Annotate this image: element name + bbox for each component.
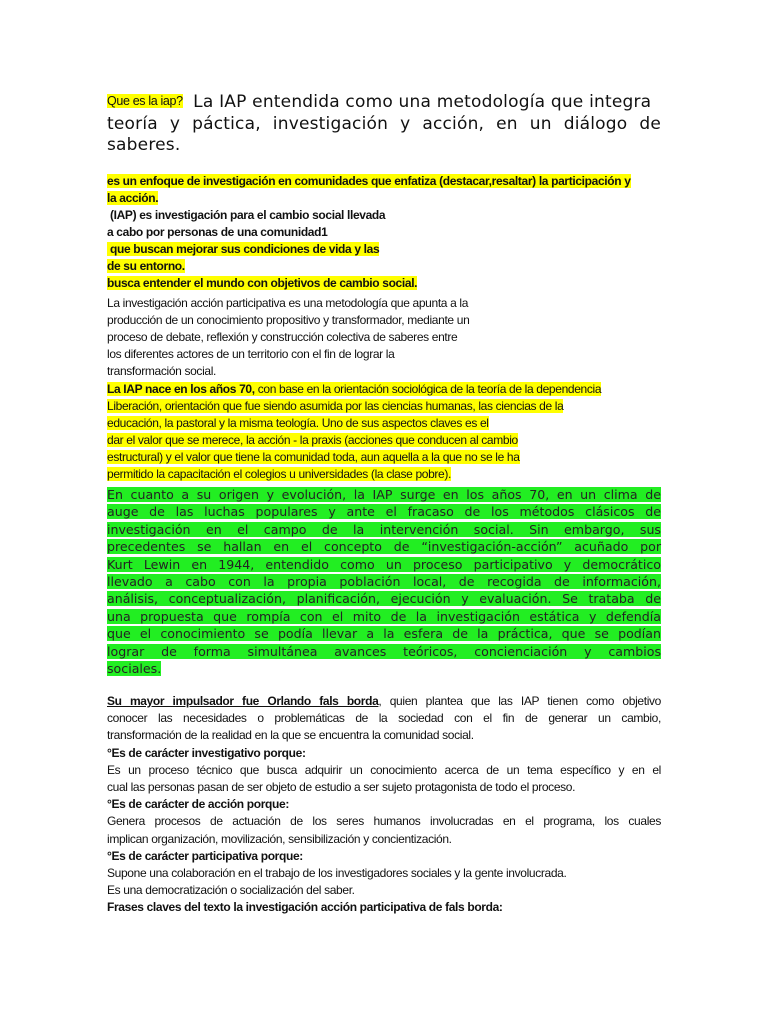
green-line-11: sociales. <box>107 661 162 677</box>
green-line-10: lograr de forma simultánea avances teóricos, concienciación y cambios <box>107 643 661 659</box>
yellow-paragraph-3 <box>107 381 601 483</box>
final-line-2: conocer las necesidades o problemáticas de la sociedad con el fin de generar un cambio, <box>107 711 661 726</box>
green-paragraph <box>107 486 661 677</box>
green-line-8: una propuesta que rompía con el mito de la investigación estática y defendía <box>107 608 661 624</box>
plain-paragraph-2 <box>107 295 469 380</box>
accion-line-2: implican organización, movilización, sensibilización y concientización. <box>107 831 452 846</box>
heading-line-3: saberes. <box>107 135 181 155</box>
yellow-paragraph-1 <box>107 173 631 207</box>
plain-1-line-2: a cabo por personas de una comunidad1 <box>107 225 328 239</box>
accion-line-1: Genera procesos de actuación de los seres humanos involucradas en el programa, los cuales <box>107 814 661 829</box>
heading-line-1 <box>107 92 661 113</box>
plain-2-line-2: producción de un conocimiento propositivo y transformador, mediante un <box>107 313 470 327</box>
question-label: Que es la iap? <box>107 94 183 108</box>
subheading-accion: °Es de carácter de acción porque: <box>107 797 289 812</box>
green-line-4: precedentes se hallan en el concepto de “investigación-acción” acuñado por <box>107 539 661 555</box>
final-line-1: , quien plantea que las IAP tienen como objetivo <box>378 694 661 708</box>
green-line-7: análisis, conceptualización, planificación, ejecución y evaluación. Se trataba de <box>107 591 661 607</box>
heading-text-1: La IAP entendida como una metodología que integra <box>193 92 652 112</box>
subheading-participativa: °Es de carácter participativa porque: <box>107 848 303 863</box>
yellow-2-line-3: busca entender el mundo con objetivos de cambio social. <box>107 276 418 290</box>
plain-2-line-4: los diferentes actores de un territorio con el fin de lograr la <box>107 347 395 361</box>
plain-2-line-3: proceso de debate, reflexión y construcción colectiva de saberes entre <box>107 330 458 344</box>
yellow-paragraph-2 <box>107 241 417 292</box>
green-line-2: auge de las luchas populares y ante el fracaso de los métodos clásicos de <box>107 504 661 520</box>
impulsador-label: Su mayor impulsador fue Orlando fals borda <box>107 694 379 708</box>
heading-line-2: teoría y páctica, investigación y acción, en un diálogo de <box>107 114 661 134</box>
plain-1-line-1: (IAP) es investigación para el cambio social llevada <box>107 208 386 222</box>
yellow-2-line-1: que buscan mejorar sus condiciones de vida y las <box>107 242 380 256</box>
yellow-1-line-1: es un enfoque de investigación en comunidades que enfatiza (destacar,resaltar) la participación y <box>107 174 631 188</box>
yellow-3-line-2: Liberación, orientación que fue siendo asumida por las ciencias humanas, las ciencias de la <box>107 399 564 413</box>
plain-2-line-5: transformación social. <box>107 364 217 378</box>
yellow-3-line-3: educación, la pastoral y la misma teología. Uno de sus aspectos claves es el <box>107 416 489 430</box>
yellow-3-line-6: permitido la capacitación el colegios u universidades (la clase pobre). <box>107 467 452 481</box>
subheading-investigativo: °Es de carácter investigativo porque: <box>107 745 306 760</box>
plain-2-line-1: La investigación acción participativa es una metodología que apunta a la <box>107 296 469 310</box>
participativa-line-2: Es una democratización o socialización del saber. <box>107 883 355 898</box>
participativa-line-1: Supone una colaboración en el trabajo de los investigadores sociales y la gente involucrada. <box>107 866 567 881</box>
yellow-2-line-2: de su entorno. <box>107 259 185 273</box>
yellow-3-line-4: dar el valor que se merece, la acción - la praxis (acciones que conducen al cambio <box>107 433 518 447</box>
frases-claves-line: Frases claves del texto la investigación acción participativa de fals borda: <box>107 900 503 915</box>
plain-paragraph-1 <box>107 207 385 241</box>
final-line-3: transformación de la realidad en la que se encuentra la comunidad social. <box>107 728 474 743</box>
green-line-6: llevado a cabo con la propia población local, de recogida de información, <box>107 574 661 590</box>
yellow-1-line-2: la acción. <box>107 191 159 205</box>
investigativo-line-1: Es un proceso técnico que busca adquirir un conocimiento acerca de un tema específico y en el <box>107 762 661 777</box>
green-line-5: Kurt Lewin en 1944, entendido como un proceso participativo y democrático <box>107 556 661 572</box>
yellow-3-line-1: con base en la orientación sociológica de la teoría de la dependencia <box>254 382 602 396</box>
green-line-9: que el conocimiento se podía llevar a la esfera de la práctica, que se podían <box>107 626 661 642</box>
final-section <box>107 693 661 917</box>
investigativo-line-2: cual las personas pasan de ser objeto de estudio a ser sujeto protagonista de todo el proceso. <box>107 780 576 795</box>
green-line-3: investigación en el campo de la intervención social. Sin embargo, sus <box>107 521 661 537</box>
yellow-3-line-5: estructural) y el valor que tiene la comunidad toda, aun aquella a la que no se le ha <box>107 450 520 464</box>
green-line-1: En cuanto a su origen y evolución, la IAP surge en los años 70, en un clima de <box>107 487 661 502</box>
yellow-3-bold: La IAP nace en los años 70, <box>107 382 255 396</box>
